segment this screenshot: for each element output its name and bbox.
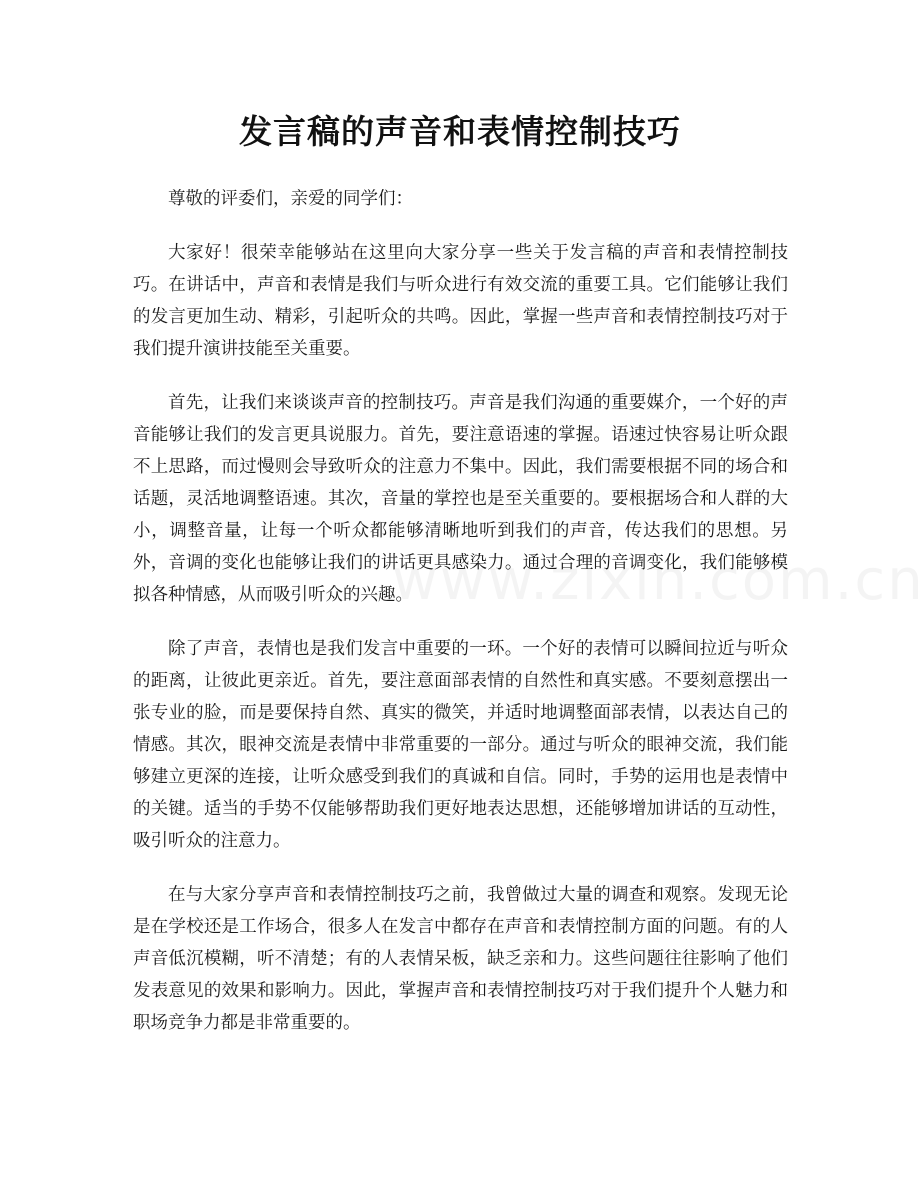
voice-control-paragraph: 首先，让我们来谈谈声音的控制技巧。声音是我们沟通的重要媒介，一个好的声音能够让我们的发言更具说服力。首先，要注意语速的掌握。语速过快容易让听众跟不上思路，而过慢则会导致听众的注意力不集中。因此，我们需要根据不同的场合和话题，灵活地调整语速。其次，音量的掌控也是至关重要的。要根据场合和人群的大小，调整音量，让每一个听众都能够清晰地听到我们的声音，传达我们的思想。另外，音调的变化也能够让我们的讲话更具感染力。通过合理的音调变化，我们能够模拟各种情感，从而吸引听众的兴趣。: [133, 393, 788, 605]
document-body: [133, 183, 788, 1061]
intro-paragraph: 大家好！很荣幸能够站在这里向大家分享一些关于发言稿的声音和表情控制技巧。在讲话中，声音和表情是我们与听众进行有效交流的重要工具。它们能够让我们的发言更加生动、精彩，引起听众的共鸣。因此，掌握一些声音和表情控制技巧对于我们提升演讲技能至关重要。: [133, 243, 788, 359]
salutation-paragraph: 尊敬的评委们，亲爱的同学们：: [168, 189, 413, 209]
expression-control-paragraph: 除了声音，表情也是我们发言中重要的一环。一个好的表情可以瞬间拉近与听众的距离，让彼此更亲近。首先，要注意面部表情的自然性和真实感。不要刻意摆出一张专业的脸，而是要保持自然、真实的微笑，并适时地调整面部表情，以表达自己的情感。其次，眼神交流是表情中非常重要的一部分。通过与听众的眼神交流，我们能够建立更深的连接，让听众感受到我们的真诚和自信。同时，手势的运用也是表情中的关键。适当的手势不仅能够帮助我们更好地表达思想，还能够增加讲话的互动性，吸引听众的注意力。: [133, 639, 788, 851]
document-title: 发言稿的声音和表情控制技巧: [239, 112, 681, 151]
observation-paragraph: 在与大家分享声音和表情控制技巧之前，我曾做过大量的调查和观察。发现无论是在学校还是工作场合，很多人在发言中都存在声音和表情控制方面的问题。有的人声音低沉模糊，听不清楚；有的人表情呆板，缺乏亲和力。这些问题往往影响了他们发表意见的效果和影响力。因此，掌握声音和表情控制技巧对于我们提升个人魅力和职场竞争力都是非常重要的。: [133, 885, 788, 1033]
